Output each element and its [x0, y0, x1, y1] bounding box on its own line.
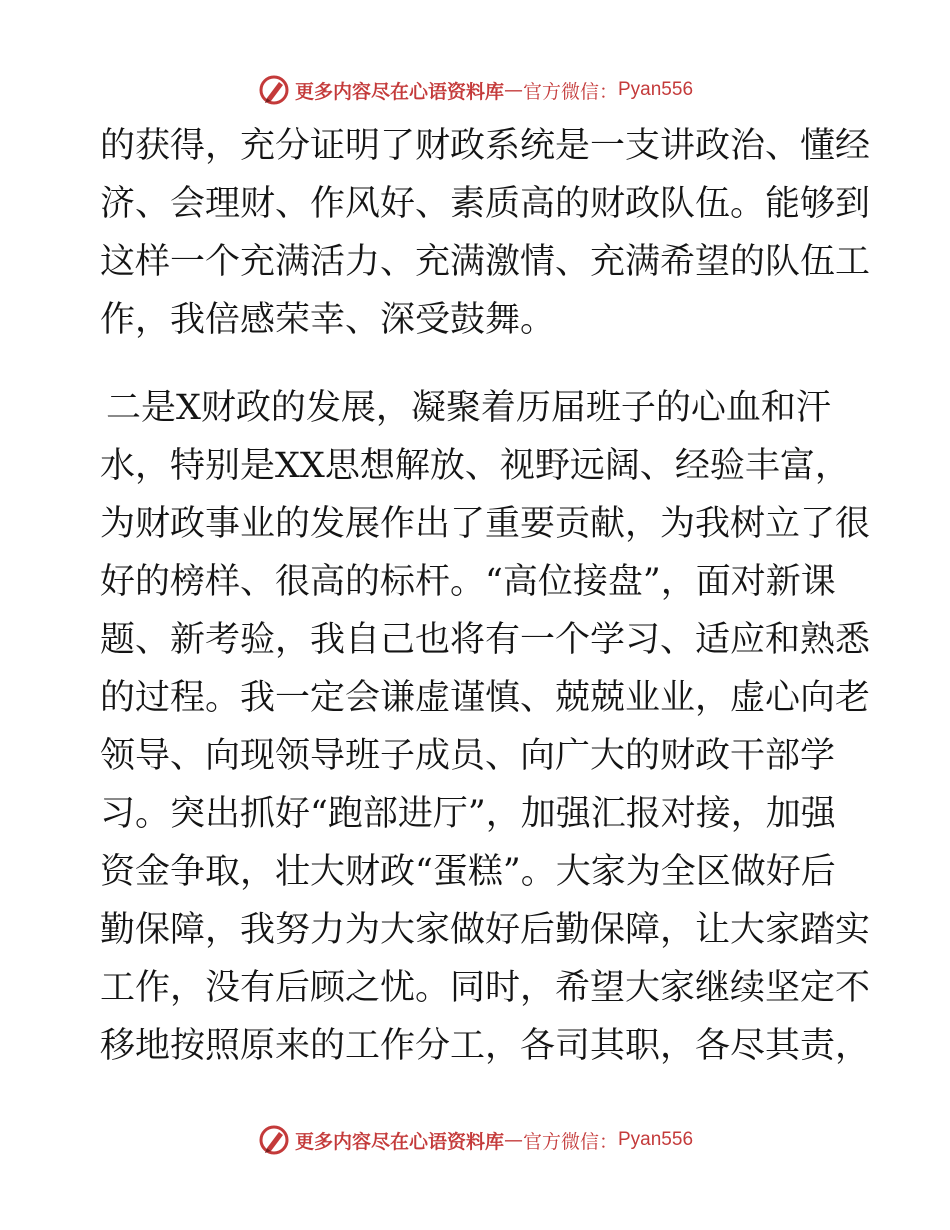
- pen-circle-logo-icon: [257, 1123, 291, 1157]
- header-contact-id: Pyan556: [618, 79, 694, 100]
- text-line: 济、会理财、作风好、素质高的财政队伍。能够到: [100, 184, 871, 224]
- header-dash: —: [503, 79, 523, 101]
- text-line: 工作，没有后顾之忧。同时，希望大家继续坚定不: [100, 968, 871, 1008]
- text-line: 勤保障，我努力为大家做好后勤保障，让大家踏实: [100, 910, 871, 950]
- header-banner: [0, 70, 950, 110]
- footer-dash: —: [503, 1129, 523, 1151]
- paragraph-gap: [100, 357, 860, 387]
- text-line: 这样一个充满活力、充满激情、充满希望的队伍工: [100, 242, 871, 282]
- text-line: 题、新考验，我自己也将有一个学习、适应和熟悉: [100, 620, 871, 660]
- text-line: 好的榜样、很高的标杆。“高位接盘”，面对新课: [100, 562, 836, 602]
- text-line: 移地按照原来的工作分工，各司其职，各尽其责，: [100, 1026, 871, 1066]
- text-line: 领导、向现领导班子成员、向广大的财政干部学: [100, 736, 836, 776]
- header-promo-text: 更多内容尽在心语资料库: [294, 80, 504, 103]
- footer-promo-text: 更多内容尽在心语资料库: [294, 1130, 504, 1153]
- pen-circle-logo-icon: [257, 73, 291, 107]
- text-line: 的过程。我一定会谦虚谨慎、兢兢业业，虚心向老: [100, 678, 871, 718]
- footer-contact-id: Pyan556: [618, 1129, 694, 1150]
- text-line: 资金争取，壮大财政“蛋糕”。大家为全区做好后: [100, 852, 836, 892]
- paragraph-1: [100, 125, 871, 342]
- document-body: [100, 125, 871, 1083]
- text-line: 习。突出抓好“跑部进厅”，加强汇报对接，加强: [100, 794, 836, 834]
- text-line: 作，我倍感荣幸、深受鼓舞。: [100, 300, 556, 340]
- text-line: 水，特别是XX思想解放、视野远阔、经验丰富，: [100, 446, 850, 486]
- text-line: 为财政事业的发展作出了重要贡献，为我树立了很: [100, 504, 871, 544]
- footer-contact-label: 官方微信：: [522, 1130, 618, 1153]
- footer-banner: [0, 1120, 950, 1160]
- paragraph-2: [100, 387, 871, 1068]
- text-line: 二是X财政的发展，凝聚着历届班子的心血和汗: [106, 388, 831, 428]
- text-line: 的获得，充分证明了财政系统是一支讲政治、懂经: [100, 126, 871, 166]
- header-contact-label: 官方微信：: [522, 80, 618, 103]
